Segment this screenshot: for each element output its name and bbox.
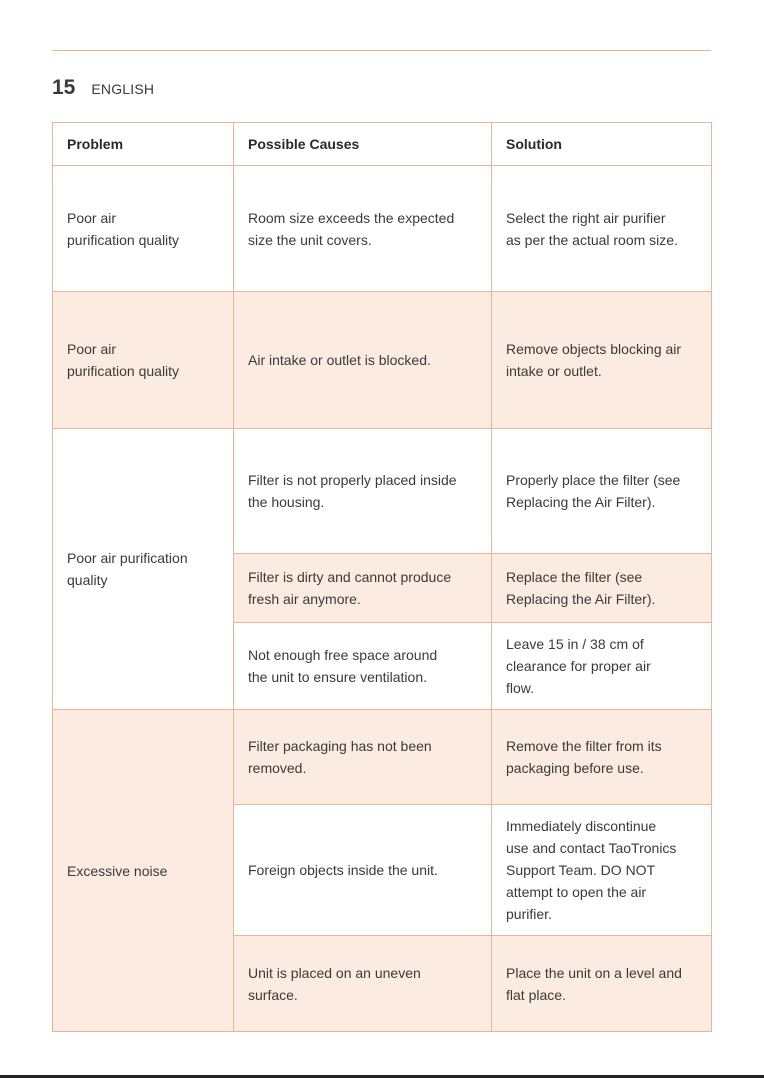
top-rule	[52, 50, 711, 51]
cause-line: Filter is not properly placed inside	[248, 472, 457, 488]
cause-line: the unit to ensure ventilation.	[248, 669, 428, 685]
problem-line: Poor air	[67, 209, 117, 226]
problem-cell	[53, 292, 234, 429]
cause-cell	[234, 429, 492, 554]
solution-cell	[492, 710, 712, 805]
cause-cell	[234, 805, 492, 936]
solution-line: Replacing the Air Filter).	[506, 591, 656, 607]
problem-line: purification quality	[67, 231, 180, 248]
cause-line: Unit is placed on an uneven	[248, 964, 421, 981]
language-label: ENGLISH	[91, 81, 155, 97]
solution-line: flow.	[506, 680, 535, 696]
solution-line: Immediately discontinue	[506, 818, 657, 834]
header-possible-causes: Possible Causes	[234, 123, 492, 166]
solution-line: use and contact TaoTronics	[506, 840, 677, 856]
solution-line: Leave 15 in / 38 cm of	[506, 636, 644, 652]
solution-line: purifier.	[506, 906, 552, 922]
cause-line: removed.	[248, 760, 307, 776]
problem-cell	[53, 166, 234, 292]
cause-line: surface.	[248, 986, 298, 1003]
cause-line: the housing.	[248, 494, 325, 510]
cause-line: Room size exceeds the expected	[248, 209, 455, 226]
cause-cell	[234, 710, 492, 805]
cause-line: Foreign objects inside the unit.	[248, 862, 438, 878]
solution-cell	[492, 936, 712, 1032]
problem-cell	[53, 429, 234, 710]
solution-line: Support Team. DO NOT	[506, 862, 656, 878]
solution-line: packaging before use.	[506, 760, 644, 776]
cause-line: Filter is dirty and cannot produce	[248, 569, 452, 585]
solution-cell	[492, 554, 712, 623]
solution-cell	[492, 805, 712, 936]
cause-cell	[234, 554, 492, 623]
troubleshooting-table	[52, 122, 712, 1032]
problem-line: purification quality	[67, 363, 180, 379]
solution-line: flat place.	[506, 986, 566, 1003]
cause-cell	[234, 292, 492, 429]
table-row	[53, 292, 712, 429]
problem-line: quality	[67, 572, 108, 588]
cause-cell	[234, 936, 492, 1032]
solution-cell	[492, 623, 712, 710]
cause-cell	[234, 166, 492, 292]
cause-cell	[234, 623, 492, 710]
table-row	[53, 710, 712, 805]
solution-line: Replace the filter (see	[506, 569, 643, 585]
page-header	[52, 76, 154, 100]
solution-line: Remove the filter from its	[506, 738, 662, 754]
solution-line: intake or outlet.	[506, 363, 602, 379]
table-row	[53, 166, 712, 292]
header-solution: Solution	[492, 123, 712, 166]
solution-line: Select the right air purifier	[506, 209, 666, 226]
solution-cell	[492, 166, 712, 292]
cause-line: Filter packaging has not been	[248, 738, 432, 754]
table-row	[53, 429, 712, 554]
table-header-row	[53, 123, 712, 166]
solution-line: attempt to open the air	[506, 884, 647, 900]
problem-cell	[53, 710, 234, 1032]
cause-line: Not enough free space around	[248, 647, 438, 663]
solution-line: Place the unit on a level and	[506, 964, 682, 981]
problem-line: Poor air	[67, 341, 117, 357]
cause-line: Air intake or outlet is blocked.	[248, 352, 431, 368]
problem-line: Poor air purification	[67, 550, 188, 566]
problem-line: Excessive noise	[67, 862, 168, 879]
solution-cell	[492, 429, 712, 554]
solution-cell	[492, 292, 712, 429]
solution-line: Replacing the Air Filter).	[506, 494, 656, 510]
solution-line: Properly place the filter (see	[506, 472, 681, 488]
cause-line: size the unit covers.	[248, 231, 372, 248]
header-problem: Problem	[53, 123, 234, 166]
solution-line: clearance for proper air	[506, 658, 651, 674]
solution-line: as per the actual room size.	[506, 231, 678, 248]
solution-line: Remove objects blocking air	[506, 341, 682, 357]
page-number: 15	[52, 76, 76, 99]
cause-line: fresh air anymore.	[248, 591, 361, 607]
